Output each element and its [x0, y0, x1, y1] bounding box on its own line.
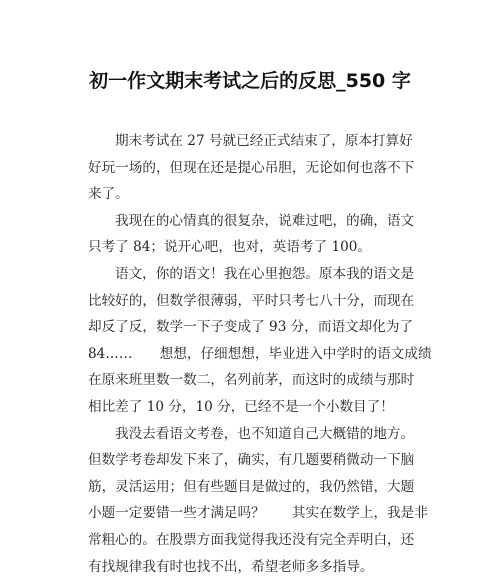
paragraph-line: 只考了 84；说开心吧，也对，英语考了 100。: [88, 234, 418, 261]
paragraph-line: 相比差了 10 分，10 分，已经不是一个小数目了！: [88, 394, 418, 421]
paragraph-line: 小题一定要错一些才满足吗？ 其实在数学上，我是非: [88, 500, 418, 527]
paragraph-line: 但数学考卷却发下来了，确实，有几题要稍微动一下脑: [88, 447, 418, 474]
paragraph-line: 我没去看语文考卷，也不知道自己大概错的地方。: [88, 421, 418, 448]
paragraph-line: 筋，灵活运用；但有些题目是做过的，我仍然错，大题: [88, 474, 418, 501]
paragraph-line: 期末考试在 27 号就已经正式结束了，原本打算好: [88, 128, 418, 155]
paragraph-line: 84…… 想想，仔细想想，毕业进入中学时的语文成绩: [88, 341, 418, 368]
paragraph-line: 在原来班里数一数二，名列前茅，而这时的成绩与那时: [88, 367, 418, 394]
paragraph-line: 语文，你的语文！我在心里抱怨。原本我的语文是: [88, 261, 418, 288]
paragraph-line: 好玩一场的，但现在还是提心吊胆，无论如何也落不下: [88, 155, 418, 182]
paragraph-line: 常粗心的。在股票方面我觉得我还没有完全弄明白，还: [88, 527, 418, 554]
paragraph-line: 我现在的心情真的很复杂，说难过吧，的确，语文: [88, 208, 418, 235]
document-body: [88, 128, 418, 580]
document-title: 初一作文期末考试之后的反思_550 字: [0, 66, 500, 93]
paragraph-line: 有找规律我有时也找不出，希望老师多多指导。: [88, 554, 418, 580]
paragraph-line: 却反了反，数学一下子变成了 93 分，而语文却化为了: [88, 314, 418, 341]
paragraph-line: 来了。: [88, 181, 418, 208]
paragraph-line: 比较好的，但数学很薄弱，平时只考七八十分，而现在: [88, 288, 418, 315]
